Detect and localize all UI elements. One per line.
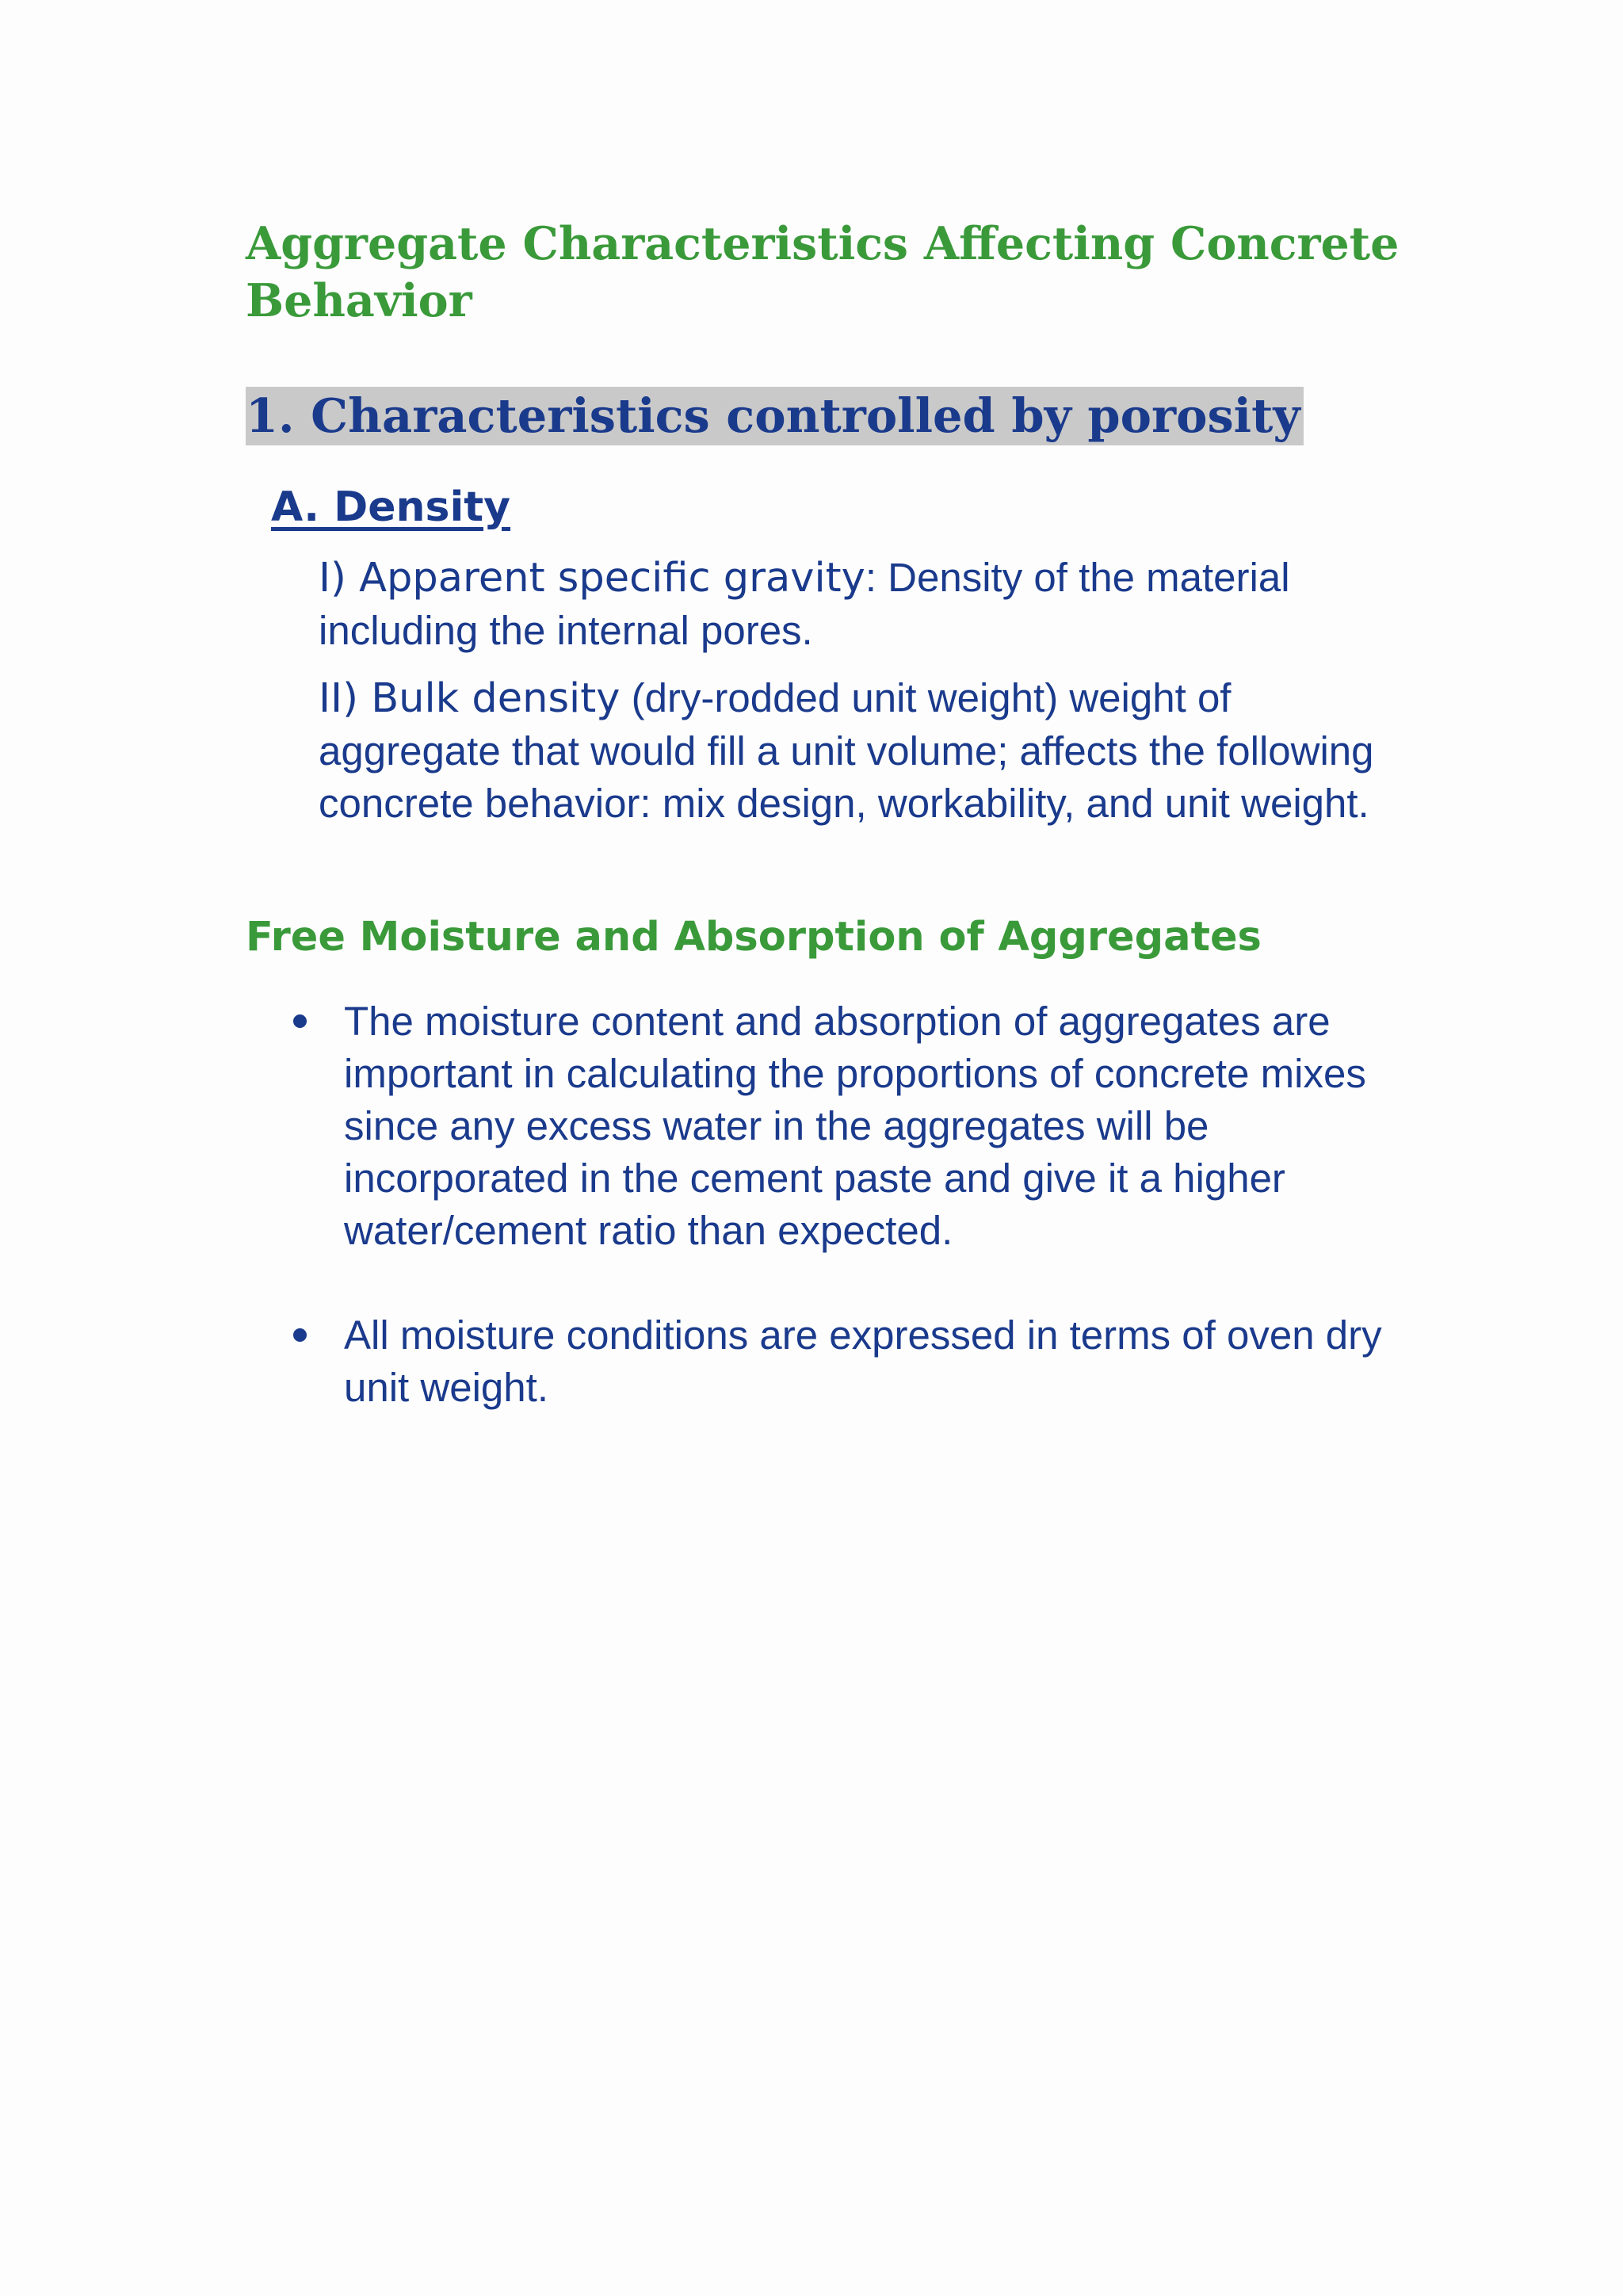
bullet-dot-icon [293, 1014, 307, 1028]
definition-term: I) Apparent specific gravity [319, 555, 865, 602]
moisture-bullet-list [293, 995, 1403, 1466]
moisture-heading: Free Moisture and Absorption of Aggregates [246, 914, 1262, 961]
definition-bulk-density [319, 672, 1396, 830]
definition-apparent-specific-gravity [319, 552, 1396, 657]
definition-term: II) Bulk density [319, 675, 621, 722]
section-heading: 1. Characteristics controlled by porosity [246, 387, 1304, 445]
document-title: Aggregate Characteristics Affecting Concrete Behavior [246, 217, 1400, 327]
definition-text: : Density of the material including the internal pores. [319, 555, 1290, 653]
bullet-item [293, 995, 1403, 1257]
definition-text: (dry-rodded unit weight) weight of aggregate that would fill a unit volume; affects the following concrete behavior: mix design, workability, and unit weight. [319, 675, 1374, 826]
bullet-text: All moisture conditions are expressed in terms of oven dry unit weight. [344, 1312, 1382, 1410]
bullet-text: The moisture content and absorption of aggregates are important in calculating the proportions of concrete mixes since any excess water in the aggregates will be incorporated in the cement paste and give it a higher water/cement ratio than expected. [344, 999, 1366, 1253]
subheading-density: A. Density [271, 483, 511, 531]
bullet-dot-icon [293, 1328, 307, 1342]
bullet-item [293, 1309, 1403, 1414]
